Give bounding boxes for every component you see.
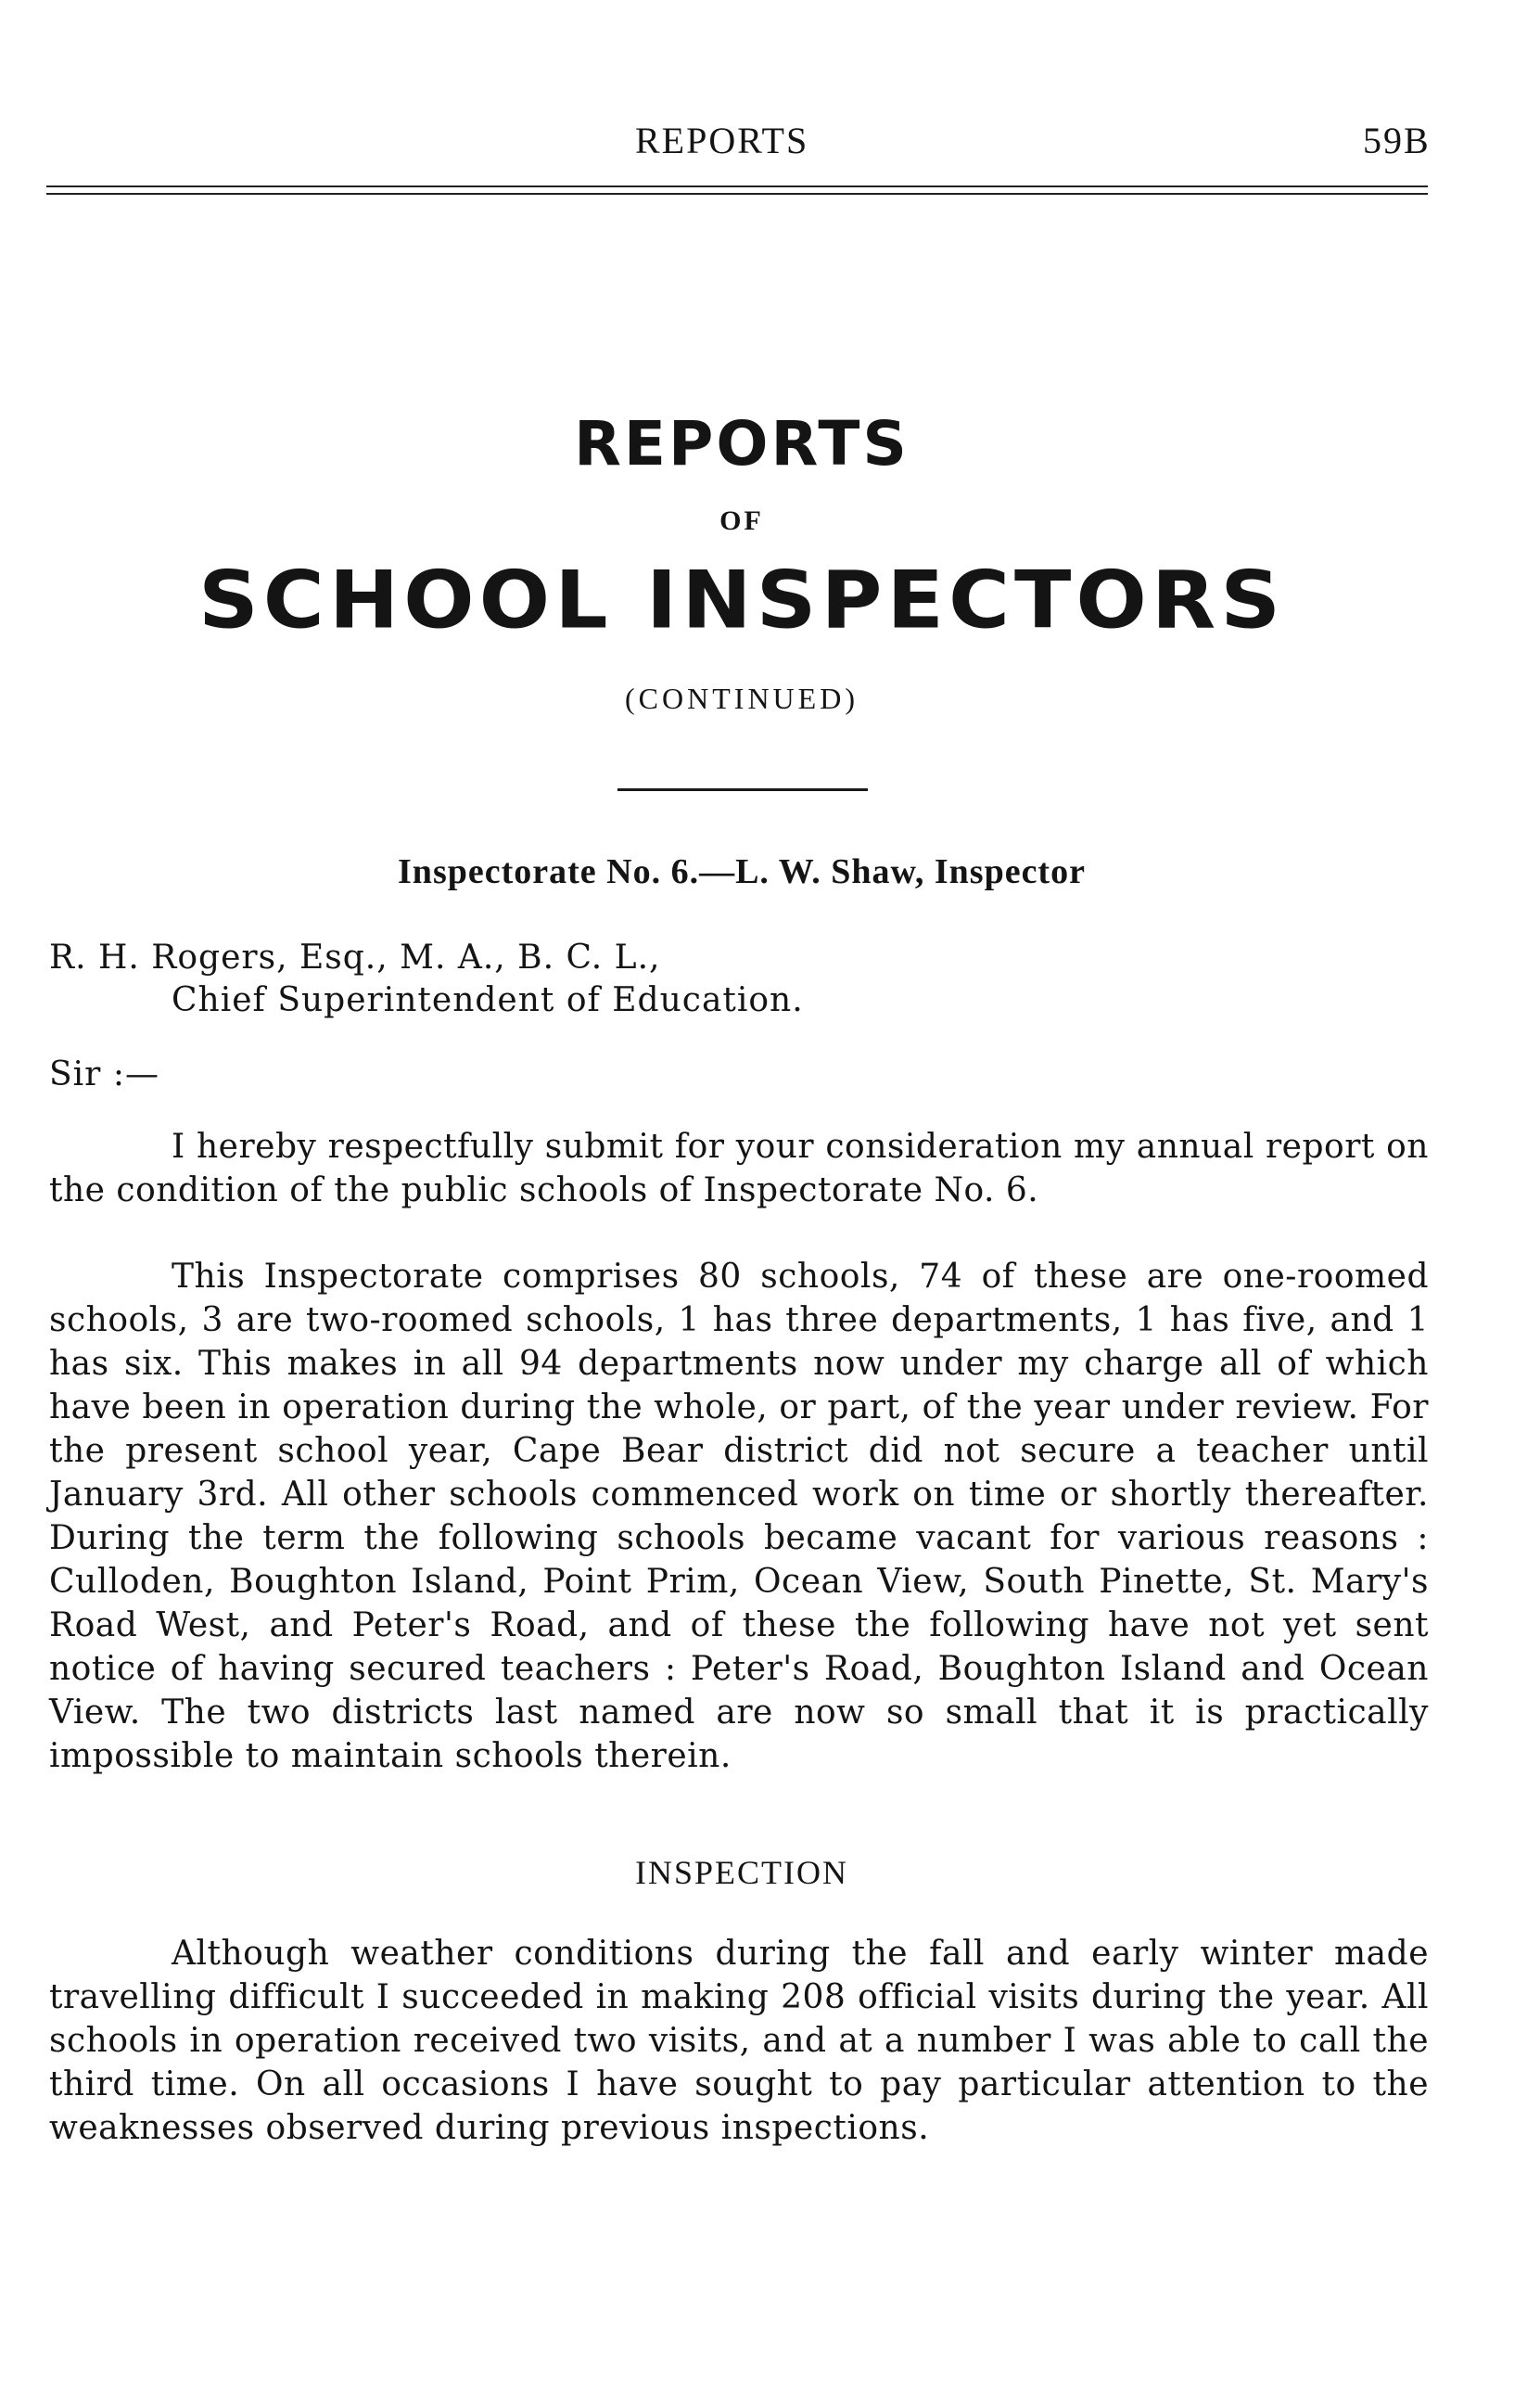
addressee-line: R. H. Rogers, Esq., M. A., B. C. L., bbox=[49, 939, 661, 977]
paragraph bbox=[49, 1255, 1429, 1778]
paragraph bbox=[49, 1932, 1429, 2150]
section-heading: INSPECTION bbox=[634, 1854, 848, 1891]
paragraph-text: I hereby respectfully submit for your consideration my annual report on the condition of the public schools of Inspectorate No. 6. bbox=[49, 1128, 1429, 1209]
main-title: REPORTS bbox=[574, 408, 910, 479]
title-of: OF bbox=[719, 505, 764, 536]
addressee-title: Chief Superintendent of Education. bbox=[172, 981, 804, 1019]
salutation: Sir :— bbox=[49, 1055, 159, 1093]
paragraph-text: Although weather conditions during the fall and early winter made travelling difficult I succeeded in making 208 official visits during the year. All schools in operation received two visits, and at a number I was able to call the third time. On all occasions I have sought to pay particular attention to the weaknesses observed during previous inspections. bbox=[49, 1935, 1429, 2147]
paragraph-text: This Inspectorate comprises 80 schools, 74 of these are one-roomed schools, 3 are two-roomed schools, 1 has three departments, 1 has five, and 1 has six. This makes in all 94 departments now under my charge all of which have been in operation during the whole, or part, of the year under review. For the present school year, Cape Bear district did not secure a teacher until January 3rd. All other schools commenced work on time or shortly thereafter. During the term the following schools became vacant for various reasons : Culloden, Boughton Island, Point Prim, Ocean View, South Pinette, St. Mary's Road West, and Peter's Road, and of these the following have not yet sent notice of having secured teachers : Peter's Road, Boughton Island and Ocean View. The two districts last named are now so small that it is practically impossible to maintain schools therein. bbox=[49, 1258, 1429, 1775]
continued-label: (CONTINUED) bbox=[625, 682, 859, 715]
title-divider bbox=[617, 788, 868, 791]
inspectorate-heading: Inspectorate No. 6.—L. W. Shaw, Inspector bbox=[398, 852, 1086, 891]
subject-title: SCHOOL INSPECTORS bbox=[197, 554, 1286, 647]
header-rule bbox=[46, 185, 1428, 187]
header-rule bbox=[46, 193, 1428, 195]
page-number: 59B bbox=[1363, 120, 1431, 161]
running-title: REPORTS bbox=[635, 120, 809, 161]
paragraph bbox=[49, 1125, 1429, 1212]
